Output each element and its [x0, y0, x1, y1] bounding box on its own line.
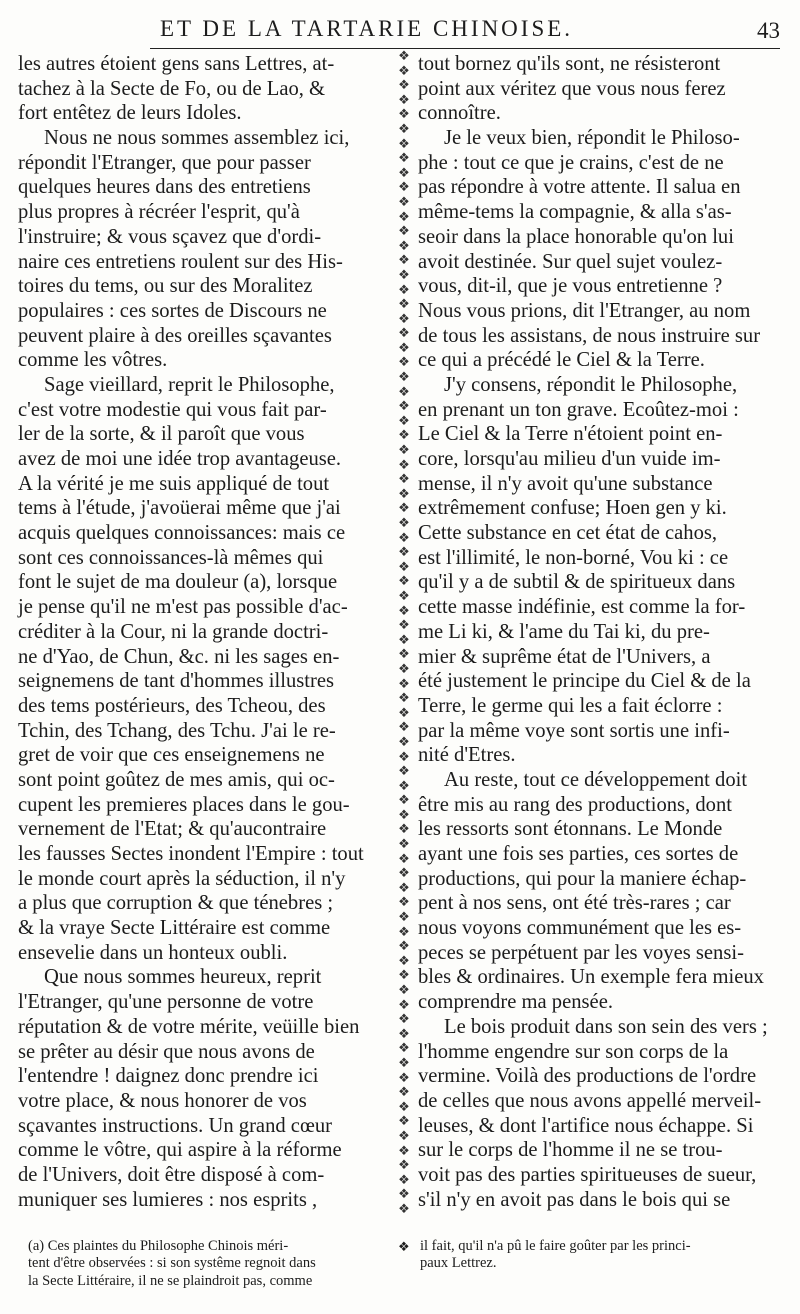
ornament-icon: ❖	[398, 63, 410, 79]
ornament-icon: ❖	[398, 165, 410, 181]
left-text-column	[18, 52, 388, 1212]
footnote-line: (a) Ces plaintes du Philosophe Chinois méri-	[28, 1238, 289, 1254]
text-line: nité d'Etres.	[418, 744, 516, 767]
ornament-icon: ❖	[398, 997, 410, 1013]
text-line: ne d'Yao, de Chun, &c. ni les sages en-	[18, 645, 340, 668]
ornament-icon: ❖	[398, 457, 410, 473]
ornament-icon: ❖	[398, 734, 410, 750]
ornament-icon: ❖	[398, 661, 410, 677]
ornament-icon: ❖	[398, 837, 410, 853]
text-line: muniquer ses lumieres : nos esprits ,	[18, 1188, 318, 1211]
text-line: comprendre ma pensée.	[418, 991, 613, 1014]
ornament-icon: ❖	[398, 355, 410, 371]
ornament-icon: ❖	[398, 1201, 410, 1217]
ornament-icon: ❖	[398, 253, 410, 269]
text-line: acquis quelques connoissances: mais ce	[18, 522, 346, 545]
ornament-icon: ❖	[398, 924, 410, 940]
text-line: de l'Univers, doit être disposé à com-	[18, 1163, 325, 1186]
text-line: a plus que corruption & que ténebres ;	[18, 892, 334, 915]
text-line: me Li ki, & l'ame du Tai ki, du pre-	[418, 620, 710, 643]
ornament-icon: ❖	[398, 866, 410, 882]
ornament-icon: ❖	[398, 807, 410, 823]
ornament-icon: ❖	[398, 1158, 410, 1174]
ornament-icon: ❖	[398, 705, 410, 721]
ornament-icon: ❖	[398, 880, 410, 896]
text-line: Tchin, des Tchang, des Tchu. J'ai le re-	[18, 719, 336, 742]
text-line: populaires : ces sortes de Discours ne	[18, 299, 327, 322]
text-line: cupent les premieres places dans le gou-	[18, 793, 350, 816]
text-line: je pense qu'il ne m'est pas possible d'ac-	[18, 596, 348, 619]
ornament-icon: ❖	[398, 92, 410, 108]
ornament-icon: ❖	[398, 297, 410, 313]
text-line: mier & suprême état de l'Univers, a	[418, 645, 711, 668]
text-line: peuvent plaire à des oreilles sçavantes	[18, 324, 332, 347]
ornament-icon: ❖	[398, 983, 410, 998]
text-line: créditer à la Cour, ni la grande doctri-	[18, 620, 329, 643]
text-line: bles & ordinaires. Un exemple fera mieux	[418, 966, 764, 989]
text-line: Le bois produit dans son sein des vers ;	[444, 1015, 768, 1038]
text-line: l'instruire; & vous sçavez que d'ordi-	[18, 225, 322, 248]
text-line: fort entêtez de leurs Idoles.	[18, 102, 242, 125]
text-line: les fausses Sectes inondent l'Empire : tout	[18, 843, 364, 865]
text-line: c'est votre modestie qui vous fait par-	[18, 398, 327, 421]
text-line: sont ces connoissances-là mêmes qui	[18, 546, 324, 569]
text-line: phe : tout ce que je crains, c'est de ne	[418, 151, 724, 174]
ornament-icon: ❖	[398, 910, 410, 926]
text-line: sur le corps de l'homme il ne se trou-	[418, 1139, 723, 1162]
text-line: mense, il n'y avoit qu'une substance	[418, 472, 713, 495]
text-line: voit pas des parties spiritueuses de sueur,	[418, 1163, 757, 1186]
text-line: vous, dit-il, que je vous entretienne ?	[418, 275, 723, 298]
ornament-icon: ❖	[398, 764, 410, 780]
ornament-icon: ❖	[398, 793, 410, 809]
text-line: comme les vôtres.	[18, 349, 168, 372]
text-line: point aux véritez que vous nous ferez	[418, 77, 726, 100]
text-line: vermine. Voilà des productions de l'ordre	[418, 1065, 757, 1088]
ornament-icon: ❖	[398, 370, 410, 386]
text-line: Je le veux bien, répondit le Philoso-	[444, 127, 740, 150]
text-line: le monde court après la séduction, il n'y	[18, 867, 346, 890]
ornament-icon: ❖	[398, 136, 410, 152]
text-line: qu'il y a de subtil & de spiritueux dans	[418, 571, 736, 594]
text-line: l'Etranger, qu'une personne de votre	[18, 991, 314, 1014]
text-line: pent à nos sens, ont été très-rares ; car	[418, 892, 731, 915]
ornament-icon: ❖	[398, 428, 410, 444]
ornament-icon: ❖	[398, 778, 410, 794]
ornament-icon: ❖	[398, 50, 410, 64]
ornament-icon: ❖	[398, 399, 410, 415]
text-line: A la vérité je me suis appliqué de tout	[18, 472, 330, 495]
text-line: sont point goûtez de mes amis, qui oc-	[18, 768, 335, 791]
ornament-icon: ❖	[398, 311, 410, 327]
text-line: Au reste, tout ce développement doit	[444, 768, 748, 791]
ornament-icon: ❖	[398, 1143, 410, 1159]
text-line: & la vraye Secte Littéraire est comme	[18, 917, 331, 940]
text-line: cette masse indéfinie, est comme la for-	[418, 596, 746, 619]
ornament-icon: ❖	[398, 107, 410, 123]
text-line: votre place, & nous honorer de vos	[18, 1089, 307, 1112]
ornament-icon: ❖	[398, 632, 410, 648]
ornament-icon: ❖	[398, 151, 410, 167]
ornament-icon: ❖	[398, 1172, 410, 1188]
text-line: de tous les assistans, de nous instruire sur	[418, 324, 761, 347]
text-line: connoître.	[418, 102, 501, 125]
ornament-icon: ❖	[398, 472, 410, 488]
text-line: leuses, & dont l'artifice nous échappe. Si	[418, 1114, 754, 1137]
text-line: par la même voye sont sortis une infi-	[418, 719, 730, 742]
ornament-icon: ❖	[398, 413, 410, 429]
text-line: seignemens de tant d'hommes illustres	[18, 670, 334, 693]
ornamental-column-divider	[396, 50, 412, 1220]
text-line: des tems postérieurs, des Tcheou, des	[18, 694, 326, 717]
text-line: gret de voir que ces enseignemens ne	[18, 744, 325, 767]
ornament-icon: ❖	[398, 588, 410, 604]
text-line: ensevelie dans un honteux oubli.	[18, 941, 288, 964]
ornament-icon: ❖	[398, 822, 410, 838]
text-line: les autres étoient gens sans Lettres, at-	[18, 53, 335, 75]
text-line: vernement de l'Etat; & qu'aucontraire	[18, 818, 327, 841]
ornament-icon: ❖	[398, 968, 410, 984]
ornament-icon: ❖	[398, 1114, 410, 1130]
text-line: Sage vieillard, reprit le Philosophe,	[44, 373, 335, 396]
text-line: Que nous sommes heureux, reprit	[44, 966, 322, 989]
ornament-icon: ❖	[398, 209, 410, 225]
right-text-column	[418, 52, 784, 1212]
ornament-icon: ❖	[398, 267, 410, 283]
text-line: être mis au rang des productions, dont	[418, 793, 732, 816]
text-line: extrêmement confuse; Hoen gen y ki.	[418, 497, 727, 520]
ornament-icon: ❖	[398, 1187, 410, 1203]
ornament-icon: ❖	[398, 691, 410, 707]
text-line: tems à l'étude, j'avoüerai même que j'ai	[18, 497, 341, 520]
ornament-icon: ❖	[398, 1012, 410, 1028]
text-line: ler de la sorte, & il paroît que vous	[18, 423, 305, 446]
ornament-icon: ❖	[398, 895, 410, 911]
ornament-icon: ❖	[398, 194, 410, 210]
ornament-icon: ❖	[398, 1128, 410, 1144]
text-line: font le sujet de ma douleur (a), lorsque	[18, 571, 338, 594]
running-title: ET DE LA TARTARIE CHINOISE.	[160, 16, 574, 41]
footnote-line: tent d'être observées : si son systême regnoit dans	[28, 1255, 316, 1272]
ornament-icon: ❖	[398, 516, 410, 531]
text-line: Cette substance en cet état de cahos,	[418, 522, 718, 545]
ornament-icon: ❖	[398, 282, 410, 298]
text-line: toires du tems, ou sur des Moralitez	[18, 275, 313, 298]
text-line: se prêter au désir que nous avons de	[18, 1040, 315, 1063]
ornament-icon: ❖	[398, 1055, 410, 1071]
footnote-line: la Secte Littéraire, il ne se plaindroit pas, comme	[28, 1272, 313, 1289]
ornament-icon: ❖	[398, 224, 410, 240]
footnote-right	[420, 1238, 780, 1273]
text-line: tout bornez qu'ils sont, ne résisteront	[418, 53, 721, 75]
ornament-icon: ❖	[398, 574, 410, 590]
text-line: est l'illimité, le non-borné, Vou ki : ce	[418, 546, 729, 569]
ornament-icon: ❖	[398, 486, 410, 502]
text-line: comme le vôtre, qui aspire à la réforme	[18, 1139, 342, 1162]
ornament-icon: ❖	[398, 647, 410, 663]
text-line: s'il n'y en avoit pas dans le bois qui se	[418, 1188, 731, 1211]
text-line: l'homme engendre sur son corps de la	[418, 1040, 729, 1063]
text-line: seoir dans la place honorable qu'on lui	[418, 225, 734, 248]
text-line: ayant une fois ses parties, ces sortes de	[418, 843, 739, 865]
ornament-icon: ❖	[398, 953, 410, 969]
text-line: Nous vous prions, dit l'Etranger, au nom	[418, 299, 751, 322]
text-line: quelques heures dans des entretiens	[18, 176, 311, 199]
ornament-icon: ❖	[398, 238, 410, 254]
text-line: productions, qui pour la maniere échap-	[418, 867, 747, 890]
text-line: de celles que nous avons appellé merveil-	[418, 1089, 762, 1112]
ornament-icon: ❖	[398, 1070, 410, 1086]
text-line: nous voyons communément que les es-	[418, 917, 742, 940]
ornament-icon: ❖	[398, 939, 410, 955]
ornament-icon: ❖	[398, 1041, 410, 1057]
ornament-icon: ❖	[398, 530, 410, 546]
ornament-icon: ❖	[398, 720, 410, 736]
ornament-icon: ❖	[398, 78, 410, 94]
text-line: réputation & de votre mérite, veüille bien	[18, 1015, 360, 1038]
ornament-icon: ❖	[398, 851, 410, 867]
footnote-left	[28, 1238, 390, 1290]
ornament-icon: ❖	[398, 559, 410, 575]
ornament-icon: ❖	[398, 501, 410, 517]
text-line: avoit destinée. Sur quel sujet voulez-	[418, 250, 723, 273]
text-line: pas répondre à votre attente. Il salua en	[418, 176, 741, 199]
ornament-icon: ❖	[398, 121, 410, 137]
page-header	[150, 14, 780, 49]
ornament-icon: ❖	[398, 340, 410, 356]
ornament-icon: ❖	[398, 180, 410, 196]
ornament-icon: ❖	[398, 1026, 410, 1042]
text-line: peces se perpétuent par les voyes sensi-	[418, 941, 744, 964]
text-line: naire ces entretiens roulent sur des His-	[18, 250, 343, 273]
page-number: 43	[757, 18, 780, 43]
text-line: avez de moi une idée trop avantageuse.	[18, 448, 342, 470]
footnote-line: il fait, qu'il n'a pû le faire goûter par les princi-	[420, 1238, 691, 1254]
ornament-icon: ❖	[398, 1085, 410, 1101]
text-line: répondit l'Etranger, que pour passer	[18, 151, 311, 174]
text-line: J'y consens, répondit le Philosophe,	[444, 373, 738, 396]
text-line: même-tems la compagnie, & alla s'as-	[418, 201, 732, 224]
footnote-line: paux Lettrez.	[420, 1255, 497, 1272]
text-line: Nous ne nous sommes assemblez ici,	[44, 127, 350, 150]
text-line: l'entendre ! daignez donc prendre ici	[18, 1065, 319, 1088]
ornament-icon: ❖	[398, 618, 410, 634]
text-line: ce qui a précédé le Ciel & la Terre.	[418, 349, 705, 372]
text-line: sçavantes instructions. Un grand cœur	[18, 1114, 332, 1137]
ornament-icon: ❖	[398, 443, 410, 459]
ornament-icon: ❖	[398, 326, 410, 342]
text-line: core, lorsqu'au milieu d'un vuide im-	[418, 448, 721, 470]
text-line: Le Ciel & la Terre n'étoient point en-	[418, 423, 723, 446]
ornament-icon: ❖	[398, 384, 410, 400]
text-line: les ressorts sont étonnans. Le Monde	[418, 818, 723, 841]
ornament-icon: ❖	[398, 1099, 410, 1115]
ornament-icon: ❖	[398, 749, 410, 765]
text-line: en prenant un ton grave. Ecoûtez-moi :	[418, 398, 739, 421]
text-line: été justement le principe du Ciel & de la	[418, 670, 751, 693]
ornament-icon: ❖	[398, 676, 410, 692]
footnote-ornament-icon: ❖	[398, 1240, 410, 1255]
ornament-icon: ❖	[398, 545, 410, 561]
text-line: tachez à la Secte de Fo, ou de Lao, &	[18, 77, 326, 100]
text-line: Terre, le germe qui les a fait éclorre :	[418, 694, 723, 717]
ornament-icon: ❖	[398, 603, 410, 619]
text-line: plus propres à récréer l'esprit, qu'à	[18, 201, 300, 224]
